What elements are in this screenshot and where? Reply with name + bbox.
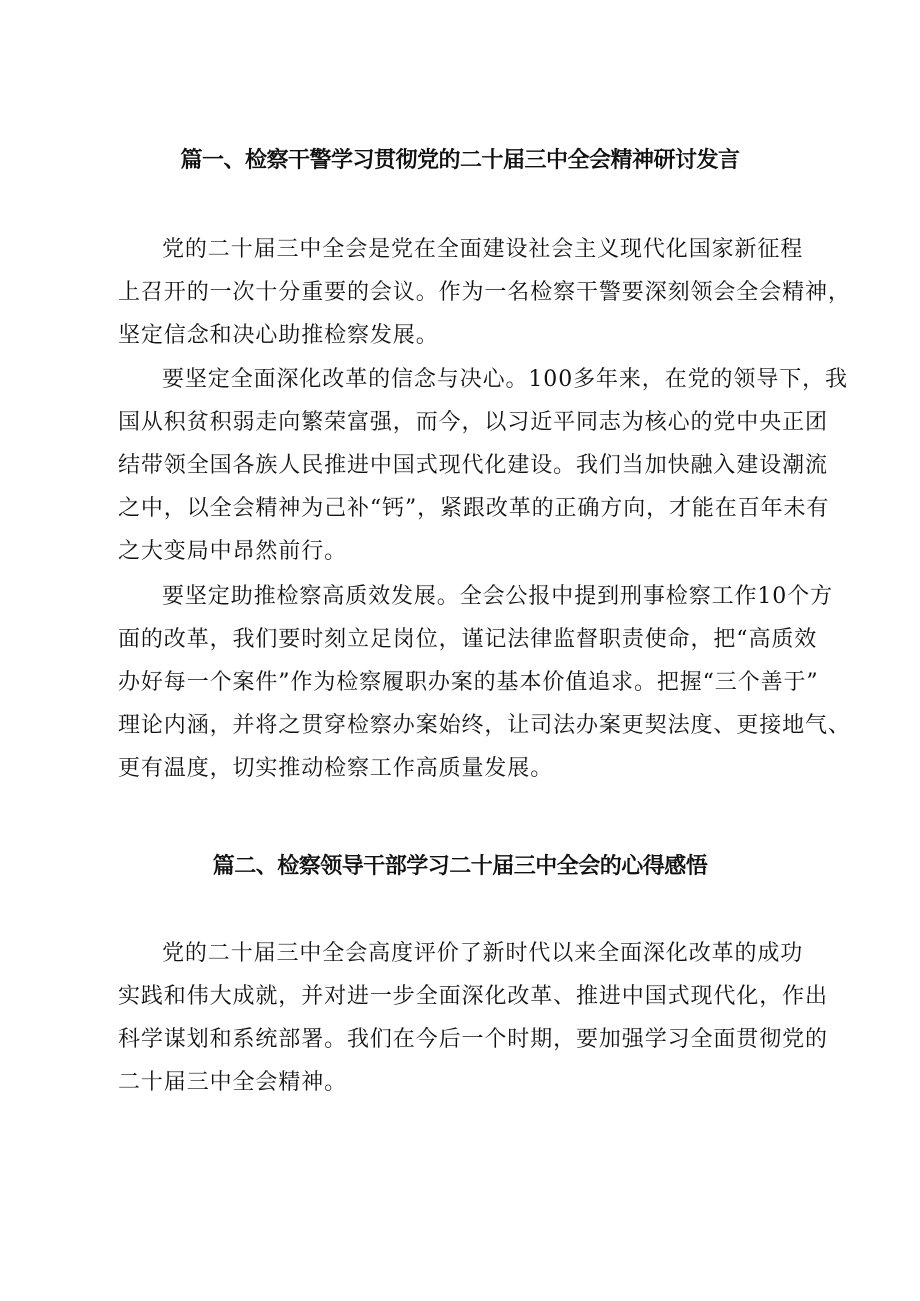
paragraph-line: 之中，以全会精神为己补“钙”，紧跟改革的正确方向，才能在百年未有: [118, 496, 830, 521]
paragraph-line: 实践和伟大成就，并对进一步全面深化改革、推进中国式现代化，作出: [118, 984, 828, 1009]
paragraph-line: 理论内涵，并将之贯穿检察办案始终，让司法办案更契法度、更接地气、: [118, 713, 851, 738]
paragraph-line: 科学谋划和系统部署。我们在今后一个时期，要加强学习全面贯彻党的: [118, 1027, 828, 1052]
paragraph-1-2: [118, 358, 850, 573]
paragraph-line: 二十届三中全会精神。: [118, 1070, 348, 1095]
paragraph-1-1: [118, 228, 850, 357]
paragraph-line: 国从积贫积弱走向繁荣富强，而今，以习近平同志为核心的党中央正团: [118, 410, 828, 435]
paragraph-line: 之大变局中昂然前行。: [118, 539, 348, 564]
paragraph-line: 结带领全国各族人民推进中国式现代化建设。我们当加快融入建设潮流: [118, 453, 828, 478]
paragraph-line: 面的改革，我们要时刻立足岗位，谨记法律监督职责使命，把“高质效: [118, 627, 818, 652]
section-title-2: 篇二、检察领导干部学习二十届三中全会的心得感悟: [212, 854, 708, 879]
paragraph-line: 办好每一个案件”作为检察履职办案的基本价值追求。把握“三个善于”: [118, 670, 819, 695]
paragraph-line: 党的二十届三中全会是党在全面建设社会主义现代化国家新征程: [162, 237, 804, 262]
paragraph-line: 上召开的一次十分重要的会议。作为一名检察干警要深刻领会全会精神，: [118, 280, 851, 305]
paragraph-2-1: [118, 932, 850, 1104]
paragraph-line: 坚定信念和决心助推检察发展。: [118, 323, 439, 348]
paragraph-line: 要坚定助推检察高质效发展。全会公报中提到刑事检察工作10个方: [162, 584, 833, 609]
section-title-1: 篇一、检察干警学习贯彻党的二十届三中全会精神研讨发言: [180, 148, 740, 173]
paragraph-1-3: [118, 575, 850, 790]
paragraph-line: 更有温度，切实推动检察工作高质量发展。: [118, 756, 554, 781]
paragraph-line: 党的二十届三中全会高度评价了新时代以来全面深化改革的成功: [162, 941, 804, 966]
paragraph-line: 要坚定全面深化改革的信念与决心。100多年来，在党的领导下，我: [162, 367, 848, 392]
